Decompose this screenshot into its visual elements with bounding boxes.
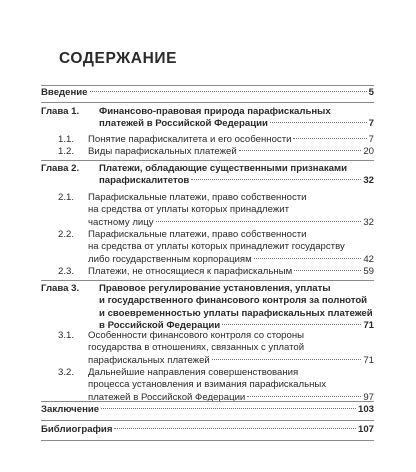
leader-dots [156, 221, 362, 222]
section-number: 2.2. [58, 229, 75, 240]
section-title-line: Платежи, не относящиеся к парафискальным [88, 266, 293, 277]
page-number: 107 [357, 424, 374, 435]
toc-entry-conclusion[interactable] [41, 404, 374, 416]
page-number: 103 [357, 404, 374, 415]
section-title-line: Понятие парафискалитета и его особенности [88, 134, 292, 145]
leader-dots [212, 359, 362, 360]
page-number: 32 [363, 175, 374, 187]
leader-dots [270, 122, 367, 123]
divider [41, 440, 374, 441]
section-number: 2.1. [58, 192, 75, 203]
leader-dots [254, 258, 362, 259]
divider [41, 280, 374, 281]
section-number: 1.2. [58, 146, 75, 157]
leader-dots [191, 179, 361, 180]
section-title-line: Дальнейшие направления совершенствования [88, 367, 299, 378]
divider [41, 85, 374, 86]
leader-dots [247, 396, 361, 397]
section-title-line: Виды парафискальных платежей [88, 146, 237, 157]
section-number: 2.3. [58, 266, 75, 277]
leader-dots [239, 150, 362, 151]
section-title-line: парафискальных платежей [88, 354, 210, 366]
divider [41, 160, 374, 161]
chapter-number: Глава 3. [41, 283, 80, 294]
leader-dots [90, 91, 367, 92]
section-title-line: государства в отношениях, связанных с уплатой [88, 342, 305, 354]
page-number: 20 [363, 146, 374, 157]
section-title-line: Особенности финансового контроля со стороны [88, 330, 305, 341]
chapter-title-line: платежей в Российской Федерации [99, 118, 268, 130]
page-number: 5 [368, 87, 374, 98]
chapter-title-line: парафискалитетов [99, 175, 190, 187]
chapter-title-line: и государственного финансового контроля за полнотой [99, 295, 368, 307]
toc-entry-bibliography[interactable] [41, 424, 374, 436]
toc-entry-intro[interactable] [41, 87, 374, 99]
section-title-line: частному лицу [88, 216, 154, 228]
chapter-number: Глава 1. [41, 106, 80, 117]
chapter-title-line: Платежи, обладающие существенными признаками [99, 163, 347, 174]
section-title-line: на средства от уплаты которых принадлежит [88, 204, 290, 216]
section-title-line: Парафискальные платежи, право собственности [88, 229, 307, 240]
leader-dots [294, 270, 361, 271]
section-number: 3.1. [58, 330, 75, 341]
entry-label: Библиография [41, 424, 113, 435]
page-number: 71 [363, 320, 374, 332]
section-title-line: либо государственным корпорациям [88, 253, 252, 265]
page-number: 7 [368, 134, 374, 145]
leader-dots [101, 408, 356, 409]
leader-dots [293, 138, 366, 139]
leader-dots [114, 428, 356, 429]
entry-label: Заключение [41, 404, 100, 415]
chapter-title-line: Финансово-правовая природа парафискальных [99, 106, 331, 117]
chapter-number: Глава 2. [41, 163, 80, 174]
section-title-line: Парафискальные платежи, право собственности [88, 192, 307, 203]
section-number: 1.1. [58, 134, 75, 145]
chapter-title-line: в Российской Федерации [99, 320, 221, 332]
entry-label: Введение [41, 87, 88, 98]
divider [41, 420, 374, 421]
section-title-line: на средства от уплаты которых принадлежит государству [88, 241, 345, 253]
page-number: 97 [363, 391, 374, 403]
page-number: 71 [363, 354, 374, 366]
section-title-line: процесса установления и взимания парафискальных [88, 379, 327, 391]
page-title: СОДЕРЖАНИЕ [59, 50, 178, 67]
divider [41, 102, 374, 103]
section-number: 3.2. [58, 367, 75, 378]
divider [41, 401, 374, 402]
chapter-title-line: Правовое регулирование установления, уплаты [99, 283, 331, 294]
chapter-title-line: и своевременностью уплаты парафискальных платежей [99, 307, 373, 319]
page-number: 42 [363, 253, 374, 265]
page-number: 7 [368, 118, 374, 130]
page-number: 32 [363, 216, 374, 228]
section-title-line: платежей в Российской Федерации [88, 391, 246, 403]
leader-dots [222, 324, 361, 325]
page-number: 59 [363, 266, 374, 277]
